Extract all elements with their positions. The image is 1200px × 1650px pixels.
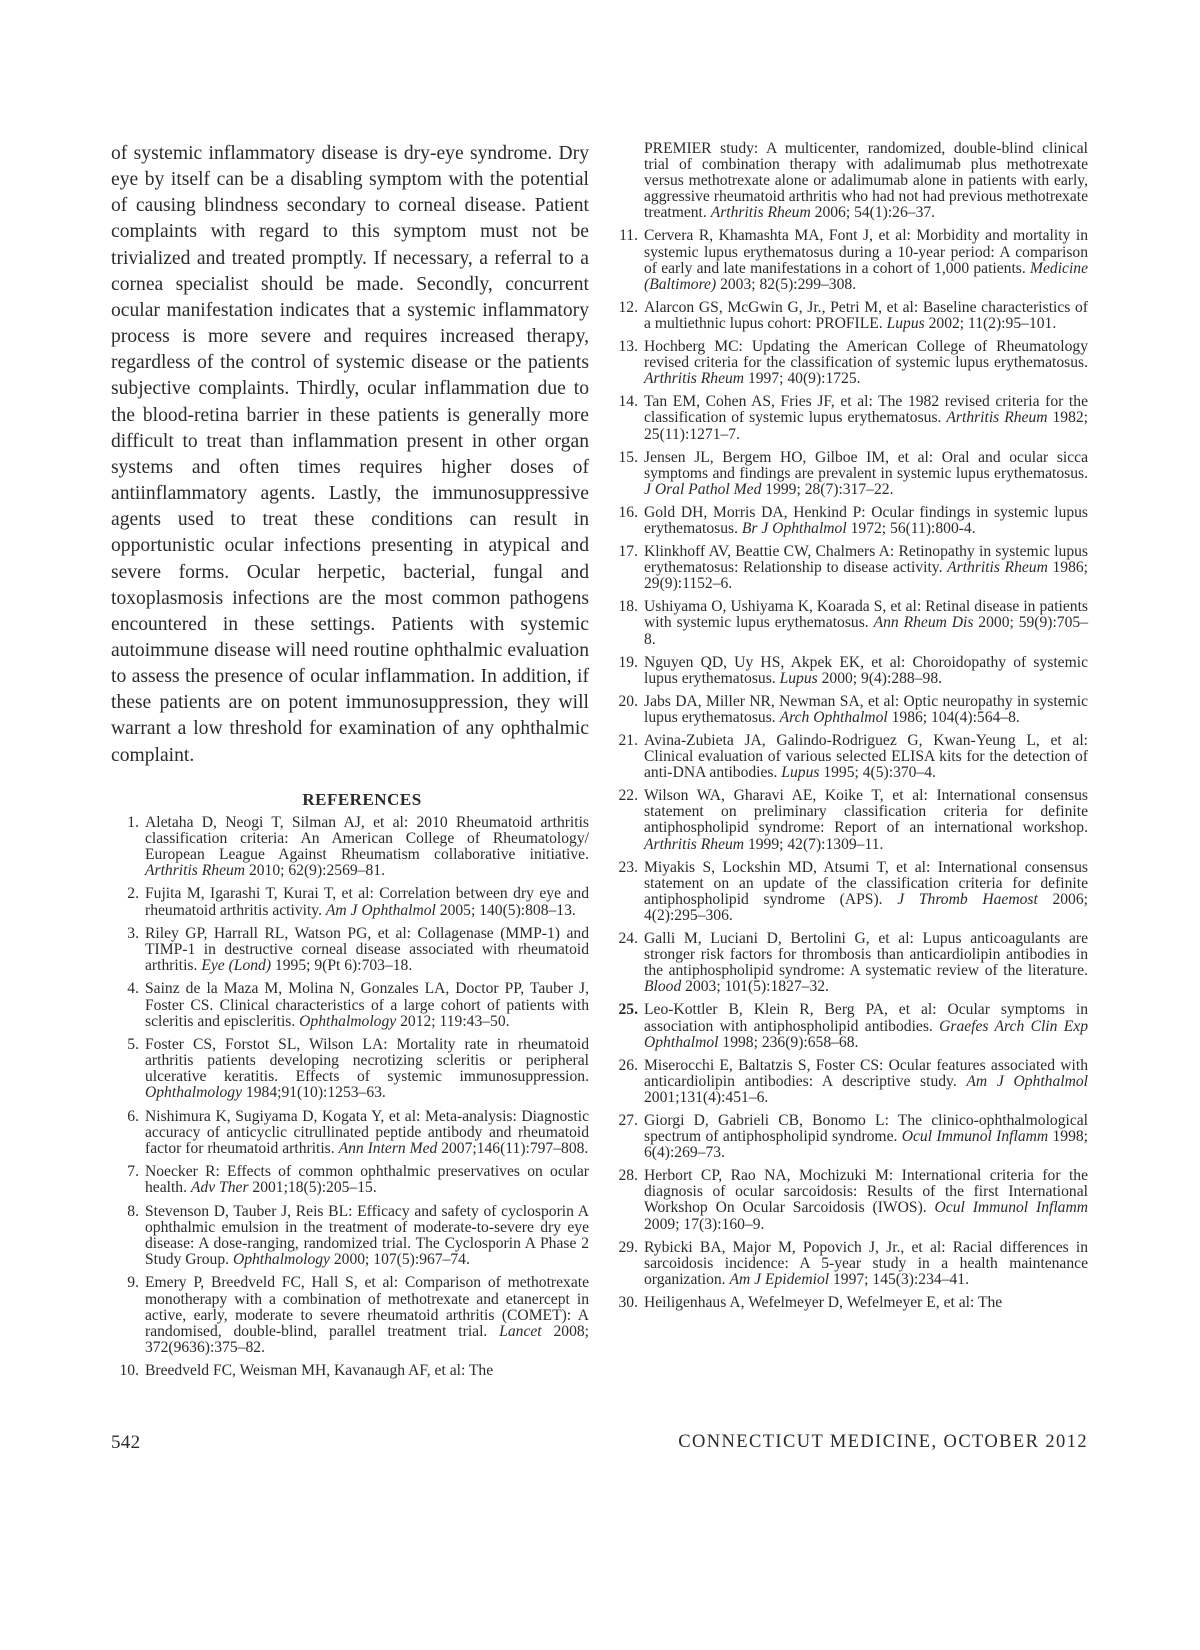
ref-journal: Ocul Immunol Inflamm xyxy=(934,1199,1088,1217)
ref-text: Gold DH, Morris DA, Henkind P: Ocular findings in systemic lupus erythematosus. xyxy=(644,503,1088,537)
ref-cite: 2000; 107(5):967–74. xyxy=(329,1251,470,1269)
reference-item xyxy=(111,1037,589,1101)
reference-item xyxy=(111,815,589,879)
ref-cite: 2003; 101(5):1827–32. xyxy=(681,978,829,996)
ref-text: Klinkhoff AV, Beattie CW, Chalmers A: Retinopathy in systemic lupus erythematosus: Relationship to disease activity. xyxy=(644,543,1088,577)
ref-cite: 1984;91(10):1253–63. xyxy=(242,1084,386,1102)
reference-number: 24. xyxy=(618,930,638,948)
reference-number: 16. xyxy=(618,503,638,521)
reference-number: 21. xyxy=(618,732,638,749)
ref-journal: Arthritis Rheum xyxy=(145,862,246,880)
reference-number: 18. xyxy=(618,598,638,616)
reference-item xyxy=(610,300,1088,332)
ref-text: Breedveld FC, Weisman MH, Kavanaugh AF, et al: The xyxy=(145,1362,494,1380)
ref-journal: Am J Ophthalmol xyxy=(325,901,436,919)
reference-item xyxy=(610,931,1088,995)
ref-cite: 1997; 40(9):1725. xyxy=(744,370,861,388)
ref-text: Ushiyama O, Ushiyama K, Koarada S, et al: Retinal disease in patients with systemic lupus erythematosus. xyxy=(644,598,1088,632)
ref-cite: 1986; 29(9):1152–6. xyxy=(644,559,1089,593)
ref-cite: 2007;146(11):797–808. xyxy=(437,1139,589,1157)
reference-item xyxy=(610,450,1088,498)
reference-number: 13. xyxy=(618,338,638,356)
reference-item xyxy=(111,1164,589,1196)
ref-text: Hochberg MC: Updating the American College of Rheumatology revised criteria for the classification of systemic lupus erythematosus. xyxy=(644,338,1088,372)
reference-number: 7. xyxy=(127,1163,139,1181)
ref-journal: Adv Ther xyxy=(190,1179,249,1197)
reference-number: 27. xyxy=(618,1111,638,1129)
ref-text: Galli M, Luciani D, Bertolini G, et al: Lupus anticoagulants are stronger risk factors for thrombosis than anticardiolipin antibodies in the antiphospholipid syndrome: A systematic review of the literature. xyxy=(644,930,1088,980)
ref-cite: 2001;18(5):205–15. xyxy=(248,1179,377,1197)
ref-journal: J Oral Pathol Med xyxy=(644,480,762,498)
reference-number: 9. xyxy=(127,1274,139,1292)
reference-item xyxy=(610,1168,1088,1232)
reference-item xyxy=(610,1058,1088,1106)
reference-number: 17. xyxy=(618,543,638,561)
ref-text: Tan EM, Cohen AS, Fries JF, et al: The 1982 revised criteria for the classification of systemic lupus erythematosus. xyxy=(644,393,1088,427)
reference-item xyxy=(610,788,1088,852)
reference-number: 3. xyxy=(127,924,139,942)
ref-cite: 2006; 54(1):26–37. xyxy=(810,204,936,222)
ref-text: Noecker R: Effects of common ophthalmic preservatives on ocular health. xyxy=(145,1163,589,1197)
ref-text: Fujita M, Igarashi T, Kurai T, et al: Correlation between dry eye and rheumatoid arthritis activity. xyxy=(145,885,589,919)
ref-journal: Ophthalmology xyxy=(299,1012,397,1030)
ref-text: Sainz de la Maza M, Molina N, Gonzales LA, Doctor PP, Tauber J, Foster CS. Clinical characteristics of a large cohort of patients with scleritis and episcleritis. xyxy=(145,980,589,1030)
page-number: 542 xyxy=(111,1432,141,1453)
ref-text: Giorgi D, Gabrieli CB, Bonomo L: The clinico-ophthalmological spectrum of antiphospholipid syndrome. xyxy=(644,1111,1088,1146)
ref-journal: Graefes Arch Clin Exp Ophthalmol xyxy=(644,1017,1088,1051)
reference-number: 26. xyxy=(618,1056,638,1074)
ref-journal: Arthritis Rheum xyxy=(946,409,1048,427)
ref-text: PREMIER study: A multicenter, randomized, double-blind clinical trial of combination therapy with adalimumab plus methotrexate versus methotrexate alone or adalimumab alone in patients with early, aggressive rheumatoid arthritis who had not had previous methotrexate treatment. xyxy=(644,140,1088,222)
ref-cite: 1997; 145(3):234–41. xyxy=(829,1270,969,1288)
ref-text: Jabs DA, Miller NR, Newman SA, et al: Optic neuropathy in systemic lupus erythematosus. xyxy=(644,692,1088,726)
reference-number: 4. xyxy=(127,980,139,998)
ref-journal: Am J Epidemiol xyxy=(729,1270,830,1288)
ref-text: Miyakis S, Lockshin MD, Atsumi T, et al: International consensus statement on an update of the classification criteria for definite antiphospholipid syndrome (APS). xyxy=(644,858,1088,908)
ref-cite: 1999; 28(7):317–22. xyxy=(761,480,894,498)
ref-journal: J Thromb Haemost xyxy=(897,890,1038,908)
reference-item xyxy=(610,655,1088,687)
ref-journal: Ocul Immunol Inflamm xyxy=(901,1128,1049,1146)
journal-issue-footer: CONNECTICUT MEDICINE, OCTOBER 2012 xyxy=(678,1432,1088,1452)
reference-item xyxy=(111,1363,589,1379)
reference-number: 30. xyxy=(618,1293,638,1311)
ref-journal: Br J Ophthalmol xyxy=(741,519,847,537)
ref-journal: Arthritis Rheum xyxy=(644,370,745,388)
ref-text: Leo-Kottler B, Klein R, Berg PA, et al: Ocular symptoms in association with antiphospholipid antibodies. xyxy=(644,1001,1088,1035)
reference-item xyxy=(111,1275,589,1355)
reference-item xyxy=(610,1240,1088,1288)
ref-text: Riley GP, Harrall RL, Watson PG, et al: Collagenase (MMP-1) and TIMP-1 in destructive corneal disease associated with rheumatoid arthritis. xyxy=(145,924,589,975)
ref-journal: Lancet xyxy=(499,1322,542,1340)
reference-number: 22. xyxy=(618,787,638,805)
reference-item xyxy=(111,1109,589,1157)
reference-item xyxy=(610,1002,1088,1050)
ref-journal: Arch Ophthalmol xyxy=(779,708,888,726)
ref-journal: Ann Intern Med xyxy=(338,1139,438,1157)
ref-text: Avina-Zubieta JA, Galindo-Rodriguez G, Kwan-Yeung L, et al: Clinical evaluation of various selected ELISA kits for the detection of anti-DNA antibodies. xyxy=(644,732,1088,782)
reference-item xyxy=(111,1204,589,1268)
ref-journal: Arthritis Rheum xyxy=(947,559,1048,577)
reference-number: 15. xyxy=(618,448,638,466)
left-column xyxy=(111,141,589,1387)
reference-number: 5. xyxy=(127,1036,139,1054)
ref-journal: Ann Rheum Dis xyxy=(873,614,974,632)
ref-cite: 1999; 42(7):1309–11. xyxy=(744,835,884,853)
ref-text: Nguyen QD, Uy HS, Akpek EK, et al: Choroidopathy of systemic lupus erythematosus. xyxy=(644,653,1088,687)
reference-item xyxy=(610,860,1088,924)
ref-cite: 2009; 17(3):160–9. xyxy=(644,1215,765,1233)
ref-cite: 1972; 56(11):800-4. xyxy=(846,519,976,537)
reference-number: 11. xyxy=(619,227,638,245)
reference-item xyxy=(610,394,1088,442)
ref-text: Nishimura K, Sugiyama D, Kogata Y, et al: Meta-analysis: Diagnostic accuracy of anticyclic citrullinated peptide antibody and rheumatoid factor for rheumatoid arthritis. xyxy=(145,1107,589,1157)
reference-item xyxy=(610,228,1088,292)
reference-item xyxy=(610,694,1088,726)
reference-number: 19. xyxy=(618,653,638,671)
ref-cite: 2000; 9(4):288–98. xyxy=(817,669,943,687)
reference-item xyxy=(610,1295,1088,1311)
reference-number: 29. xyxy=(618,1238,638,1256)
reference-number: 10. xyxy=(119,1362,139,1380)
ref-text: Foster CS, Forstot SL, Wilson LA: Mortality rate in rheumatoid arthritis patients developing necrotizing scleritis or peripheral ulcerative keratitis. Effects of systemic immunosuppression. xyxy=(145,1036,589,1086)
ref-cite: 2008; 372(9636):375–82. xyxy=(145,1322,590,1356)
references-heading: REFERENCES xyxy=(302,789,422,809)
ref-journal: Eye (Lond) xyxy=(201,957,272,975)
ref-cite: 1995; 9(Pt 6):703–18. xyxy=(271,957,413,975)
ref-journal: Ophthalmology xyxy=(145,1084,243,1102)
reference-number: 6. xyxy=(127,1107,139,1125)
ref-text: Cervera R, Khamashta MA, Font J, et al: Morbidity and mortality in systemic lupus erythematosus during a 10-year period: A comparison of early and late manifestations in a cohort of 1,000 patients. xyxy=(644,227,1088,277)
reference-number: 20. xyxy=(618,692,638,710)
ref-text: Wilson WA, Gharavi AE, Koike T, et al: International consensus statement on preliminary classification criteria for definite antiphospholipid syndrome: Report of an international workshop. xyxy=(644,787,1088,837)
reference-item xyxy=(610,599,1088,647)
ref-text: Emery P, Breedveld FC, Hall S, et al: Comparison of methotrexate monotherapy with a combination of methotrexate and etanercept in active, early, moderate to severe rheumatoid arthritis (COMET): A randomised, double-blind, parallel treatment trial. xyxy=(145,1274,589,1340)
right-column xyxy=(610,141,1088,1318)
ref-cite: 2003; 82(5):299–308. xyxy=(716,275,857,293)
references-list-right xyxy=(610,228,1088,1311)
reference-item xyxy=(610,1113,1088,1161)
ref-cite: 2000; 59(9):705–8. xyxy=(644,614,1088,648)
ref-cite: 2006; 4(2):295–306. xyxy=(644,890,1088,924)
ref-text: Jensen JL, Bergem HO, Gilboe IM, et al: Oral and ocular sicca symptoms and findings are prevalent in systemic lupus erythematosus. xyxy=(644,448,1088,482)
ref-text: Herbort CP, Rao NA, Mochizuki M: International criteria for the diagnosis of ocular sarcoidosis: Results of the first International Workshop On Ocular Sarcoidosis (IWOS). xyxy=(644,1167,1088,1217)
references-list-left xyxy=(111,815,589,1380)
ref-cite: 1986; 104(4):564–8. xyxy=(887,708,1020,726)
ref-journal: Blood xyxy=(644,978,682,996)
ref-cite: 2005; 140(5):808–13. xyxy=(435,901,576,919)
reference-item xyxy=(111,886,589,918)
ref-journal: Am J Ophthalmol xyxy=(966,1072,1088,1090)
ref-text: Stevenson D, Tauber J, Reis BL: Efficacy and safety of cyclosporin A ophthalmic emulsion in the treatment of moderate-to-severe dry eye disease: A dose-ranging, randomized trial. The Cyclosporin A Phase 2 Study Group. xyxy=(145,1202,589,1269)
reference-number: 8. xyxy=(127,1202,139,1220)
ref-cite: 2001;131(4):451–6. xyxy=(644,1088,769,1106)
ref-text: Aletaha D, Neogi T, Silman AJ, et al: 2010 Rheumatoid arthritis classification criteria: An American College of Rheumatology/ European League Against Rheumatism collaborative initiative. xyxy=(145,813,589,863)
reference-number: 28. xyxy=(618,1167,638,1185)
reference-item xyxy=(111,981,589,1029)
ref-cite: 1982; 25(11):1271–7. xyxy=(644,409,1088,443)
ref-cite: 1998; 6(4):269–73. xyxy=(644,1128,1088,1162)
ref-journal: Ophthalmology xyxy=(232,1251,330,1269)
ref-cite: 2012; 119:43–50. xyxy=(396,1012,510,1030)
reference-number: 2. xyxy=(127,885,139,903)
ref-cite: 2010; 62(9):2569–81. xyxy=(245,862,385,880)
body-paragraph: of systemic inflammatory disease is dry-eye syndrome. Dry eye by itself can be a disabling symptom with the potential of causing blindness secondary to corneal disease. Patient complaints with regard to this symptom must not be trivialized and treated promptly. If necessary, a referral to a cornea specialist should be made. Secondly, concurrent ocular manifestation indicates that a systemic inflammatory process is more severe and requires increased therapy, regardless of the control of systemic disease or the patients subjective complaints. Thirdly, ocular inflammation due to the blood-retina barrier in these patients is generally more difficult to treat than inflammation present in other organ systems and often times requires higher doses of antiinflammatory agents. Lastly, the immunosuppressive agents used to treat these conditions can result in opportunistic ocular infections presenting in atypical and severe forms. Ocular herpetic, bacterial, fungal and toxoplasmosis infections are the most common pathogens encountered in these settings. Patients with systemic autoimmune disease will need routine ophthalmic evaluation to assess the presence of ocular inflammation. In addition, if these patients are on potent immunosuppression, they will warrant a low threshold for examination of any ophthalmic complaint. xyxy=(111,143,589,766)
ref-text: Rybicki BA, Major M, Popovich J, Jr., et al: Racial differences in sarcoidosis incidence: A 5-year study in a health maintenance organization. xyxy=(644,1238,1088,1288)
reference-number: 23. xyxy=(618,858,638,876)
ref-journal: Arthritis Rheum xyxy=(644,835,745,853)
reference-number: 25. xyxy=(618,1001,638,1019)
reference-number: 12. xyxy=(618,298,638,316)
ref-journal: Arthritis Rheum xyxy=(710,204,811,222)
ref-text: Alarcon GS, McGwin G, Jr., Petri M, et al: Baseline characteristics of a multiethnic lupus cohort: PROFILE. xyxy=(644,298,1088,332)
ref-journal: Lupus xyxy=(886,314,925,332)
ref-text: Heiligenhaus A, Wefelmeyer D, Wefelmeyer E, et al: The xyxy=(644,1293,1003,1311)
reference-number: 14. xyxy=(618,393,638,411)
ref-cite: 2002; 11(2):95–101. xyxy=(924,314,1057,332)
ref-journal: Lupus xyxy=(781,764,820,782)
reference-item xyxy=(111,926,589,974)
reference-item xyxy=(610,505,1088,537)
ref-cite: 1998; 236(9):658–68. xyxy=(718,1033,859,1051)
ref-journal: Lupus xyxy=(779,669,818,687)
reference-10-continuation xyxy=(610,141,1088,221)
reference-item xyxy=(610,339,1088,387)
ref-text: Miserocchi E, Baltatzis S, Foster CS: Ocular features associated with anticardiolipin antibodies: A descriptive study. xyxy=(644,1056,1088,1090)
reference-item xyxy=(610,733,1088,781)
ref-journal: Medicine (Baltimore) xyxy=(644,259,1088,293)
reference-number: 1. xyxy=(127,813,139,831)
reference-item xyxy=(610,544,1088,592)
ref-cite: 1995; 4(5):370–4. xyxy=(819,764,936,782)
